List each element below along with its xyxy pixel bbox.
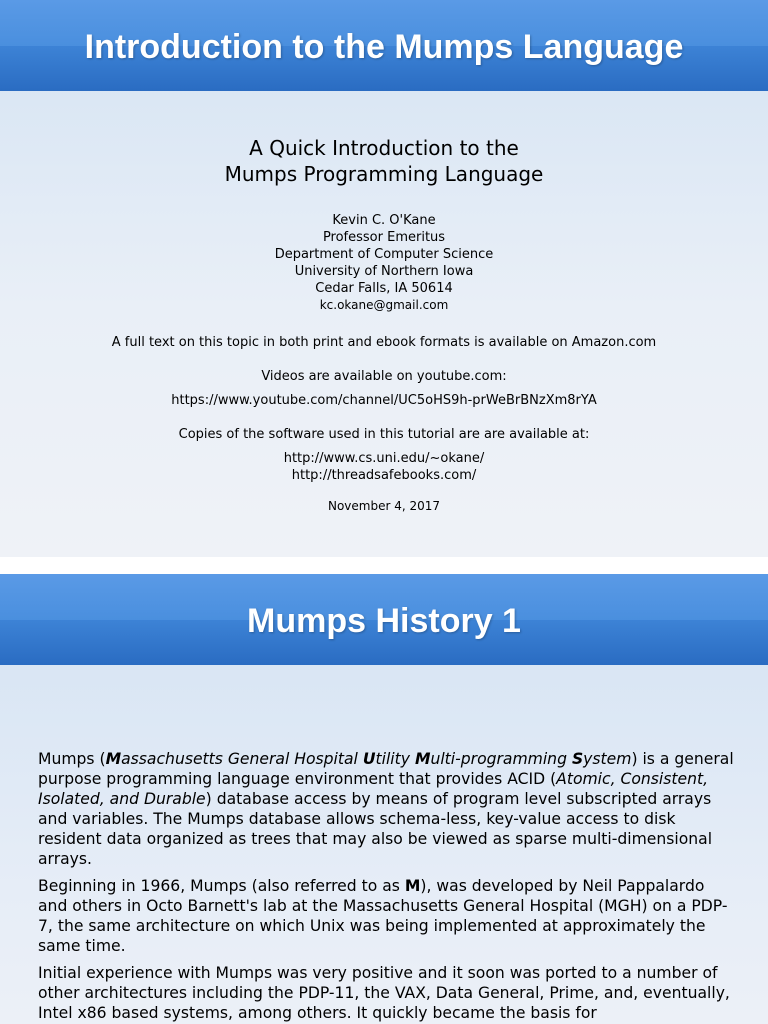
- history-paragraph-1: Mumps (Massachusetts General Hospital Utility Multi-programming System) is a general purpose programming language environment that provides ACID (Atomic, Consistent, Isolated, and Durable) database access by means of program level subscripted arrays and variables. The Mumps database allows schema-less, key-value access to disk resident data organized as trees that may also be viewed as sparse multi-dimensional arrays.: [38, 750, 734, 868]
- amazon-note: A full text on this topic in both print and ebook formats is available on Amazon.com: [111, 335, 657, 350]
- slide-2-body: [38, 749, 738, 1024]
- author-block: [0, 212, 768, 314]
- slide-2: [0, 574, 768, 1024]
- videos-note: Videos are available on youtube.com:: [261, 369, 507, 384]
- link-cs-uni[interactable]: http://www.cs.uni.edu/~okane/: [283, 451, 485, 466]
- slide-2-title: Mumps History 1: [247, 602, 521, 640]
- author-department: Department of Computer Science: [274, 247, 494, 262]
- author-university: University of Northern Iowa: [294, 264, 474, 279]
- history-paragraph-3: Initial experience with Mumps was very positive and it soon was ported to a number of other architectures including the PDP-11, the VAX, Data General, Prime, and, eventually, Intel x86 based systems, among others. It quickly became the basis for: [38, 964, 730, 1022]
- author-location: Cedar Falls, IA 50614: [315, 281, 453, 296]
- slide-1-title-band: [0, 0, 768, 91]
- author-name: Kevin C. O'Kane: [332, 213, 436, 228]
- subtitle-line-2: Mumps Programming Language: [224, 162, 544, 186]
- history-paragraph-2: Beginning in 1966, Mumps (also referred to as M), was developed by Neil Pappalardo and others in Octo Barnett's lab at the Massachusetts General Hospital (MGH) on a PDP-7, the same architecture on which Unix was being implemented at approximately the same time.: [38, 877, 728, 955]
- subtitle-line-1: A Quick Introduction to the: [249, 136, 519, 160]
- link-threadsafebooks[interactable]: http://threadsafebooks.com/: [291, 468, 477, 483]
- youtube-url[interactable]: https://www.youtube.com/channel/UC5oHS9h-prWeBrBNzXm8rYA: [171, 393, 597, 408]
- copies-note: Copies of the software used in this tutorial are are available at:: [178, 427, 590, 442]
- slide-1-date: November 4, 2017: [327, 499, 441, 513]
- slide-2-title-band: [0, 574, 768, 665]
- slide-1-subtitle: [0, 135, 768, 187]
- slide-1-title: Introduction to the Mumps Language: [84, 28, 684, 66]
- author-email: kc.okane@gmail.com: [319, 298, 449, 312]
- author-position: Professor Emeritus: [322, 230, 446, 245]
